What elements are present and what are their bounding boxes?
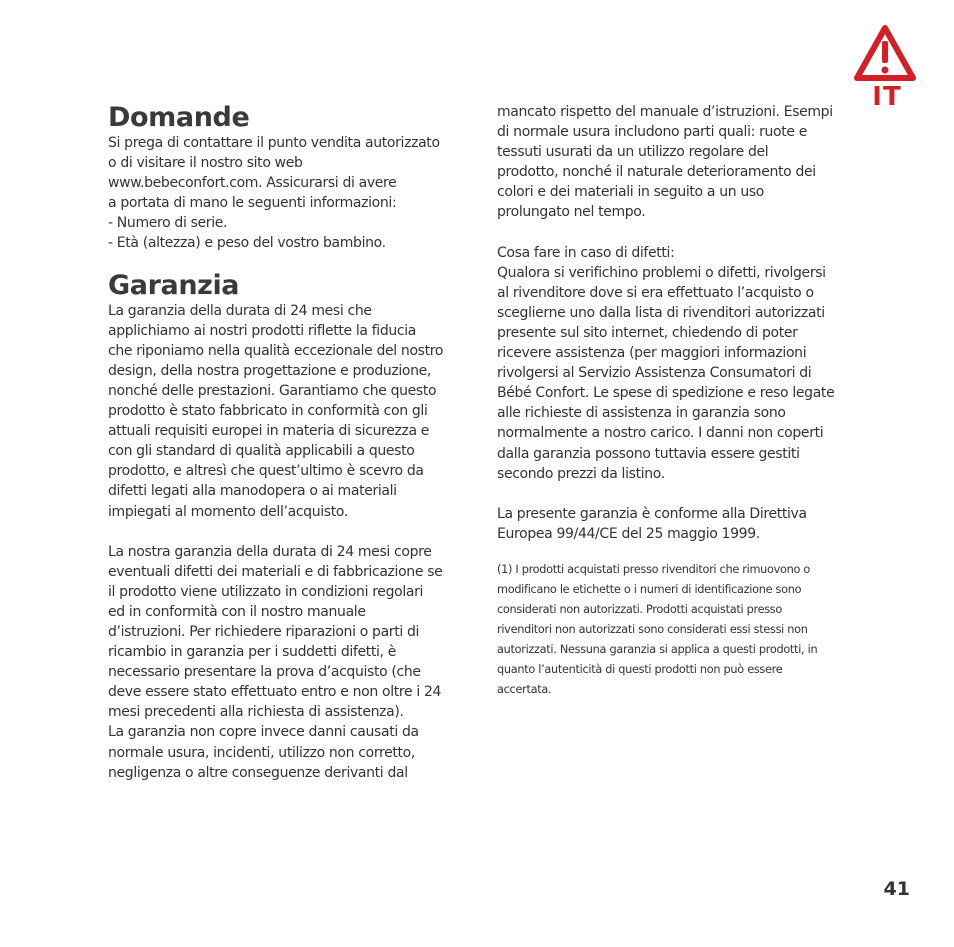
- domande-heading: Domande: [108, 102, 250, 133]
- text-line: normalmente a nostro carico. I danni non coperti: [497, 425, 824, 442]
- text-line: a portata di mano le seguenti informazioni:: [108, 195, 397, 212]
- text-line: - Numero di serie.: [108, 215, 228, 232]
- text-line: Si prega di contattare il punto vendita autorizzato: [108, 135, 440, 151]
- text-line: Qualora si verifichino problemi o difetti, rivolgersi: [497, 264, 826, 281]
- left-column: [108, 103, 478, 783]
- text-line: mesi precedenti alla richiesta di assistenza).: [108, 704, 404, 721]
- text-line: Bébé Confort. Le spese di spedizione e reso legate: [497, 385, 835, 402]
- text-line: presente sul sito internet, chiedendo di poter: [497, 324, 798, 341]
- text-line: rivolgersi al Servizio Assistenza Consumatori di: [497, 365, 812, 382]
- garanzia-paragraph-2: [108, 542, 478, 783]
- text-line: La garanzia non copre invece danni causati da: [108, 724, 419, 741]
- defects-paragraph: [497, 243, 867, 484]
- right-column: [497, 102, 867, 712]
- text-line: di normale usura includono parti quali: ruote e: [497, 124, 807, 141]
- text-line: secondo prezzi da listino.: [497, 465, 665, 482]
- text-line: La garanzia della durata di 24 mesi che: [108, 302, 372, 319]
- footnote-line: accertata.: [497, 683, 552, 697]
- text-line: La presente garanzia è conforme alla Direttiva: [497, 505, 807, 522]
- footnote-line: considerati non autorizzati. Prodotti acquistati presso: [497, 603, 783, 617]
- text-line: Cosa fare in caso di difetti:: [497, 244, 675, 261]
- garanzia-heading: Garanzia: [108, 269, 240, 301]
- text-line: colori e dei materiali in seguito a un uso: [497, 184, 765, 201]
- text-line: prodotto è stato fabbricato in conformità con gli: [108, 403, 428, 420]
- footnote-line: rivenditori non autorizzati sono considerati essi stessi non: [497, 623, 808, 637]
- footnote: [497, 560, 867, 701]
- text-line: dalla garanzia possono tuttavia essere gestiti: [497, 445, 800, 462]
- warning-triangle-icon: [852, 23, 918, 85]
- text-line: sceglierne uno dalla lista di rivenditori autorizzati: [497, 304, 825, 321]
- text-line: o di visitare il nostro sito web: [108, 155, 303, 172]
- text-line: deve essere stato effettuato entro e non oltre i 24: [108, 684, 442, 701]
- text-line: ricevere assistenza (per maggiori informazioni: [497, 345, 807, 362]
- text-line: prolungato nel tempo.: [497, 204, 646, 221]
- text-line: prodotto, nonché il naturale deterioramento dei: [497, 164, 816, 181]
- footnote-line: quanto l’autenticità di questi prodotti non può essere: [497, 663, 783, 677]
- text-line: il prodotto viene utilizzato in condizioni regolari: [108, 583, 424, 600]
- text-line: con gli standard di qualità applicabili a questo: [108, 443, 415, 460]
- domande-text: [108, 133, 478, 254]
- directive-paragraph: [497, 504, 867, 544]
- footnote-line: modificano le etichette o i numeri di identificazione sono: [497, 582, 802, 596]
- footnote-line: autorizzati. Nessuna garanzia si applica a questi prodotti, in: [497, 643, 818, 657]
- text-line: ricambio in garanzia per i suddetti difetti, è: [108, 644, 397, 661]
- text-line: nonché delle prestazioni. Garantiamo che questo: [108, 382, 437, 399]
- text-line: tessuti usurati da un utilizzo regolare del: [497, 144, 769, 161]
- text-line: alle richieste di assistenza in garanzia sono: [497, 405, 786, 422]
- text-line: design, della nostra progettazione e produzione,: [108, 362, 432, 379]
- text-line: al rivenditore dove si era effettuato l’acquisto o: [497, 284, 814, 301]
- text-line: eventuali difetti dei materiali e di fabbricazione se: [108, 563, 443, 580]
- text-line: difetti legati alla manodopera o ai materiali: [108, 483, 397, 500]
- page-number: 41: [883, 878, 910, 900]
- text-line: - Età (altezza) e peso del vostro bambino.: [108, 235, 386, 252]
- text-line: attuali requisiti europei in materia di sicurezza e: [108, 423, 430, 440]
- text-line: mancato rispetto del manuale d’istruzioni. Esempi: [497, 104, 833, 120]
- garanzia-paragraph-1: [108, 301, 478, 522]
- text-line: prodotto, e altresì che quest’ultimo è scevro da: [108, 463, 424, 480]
- text-line: impiegati al momento dell’acquisto.: [108, 503, 348, 520]
- text-line: Europea 99/44/CE del 25 maggio 1999.: [497, 525, 760, 542]
- text-line: ed in conformità con il nostro manuale: [108, 603, 366, 620]
- footnote-line: (1) I prodotti acquistati presso rivenditori che rimuovono o: [497, 562, 811, 576]
- text-line: negligenza o altre conseguenze derivanti dal: [108, 764, 408, 781]
- text-line: applichiamo ai nostri prodotti riflette la fiducia: [108, 322, 417, 339]
- text-line: www.bebeconfort.com. Assicurarsi di avere: [108, 175, 397, 192]
- garanzia-paragraph-3: [497, 102, 867, 223]
- text-line: normale usura, incidenti, utilizzo non corretto,: [108, 744, 415, 761]
- text-line: La nostra garanzia della durata di 24 mesi copre: [108, 543, 432, 560]
- language-code: IT: [872, 82, 902, 112]
- text-line: che riponiamo nella qualità eccezionale del nostro: [108, 342, 444, 359]
- text-line: necessario presentare la prova d’acquisto (che: [108, 664, 421, 681]
- text-line: d’istruzioni. Per richiedere riparazioni o parti di: [108, 623, 420, 640]
